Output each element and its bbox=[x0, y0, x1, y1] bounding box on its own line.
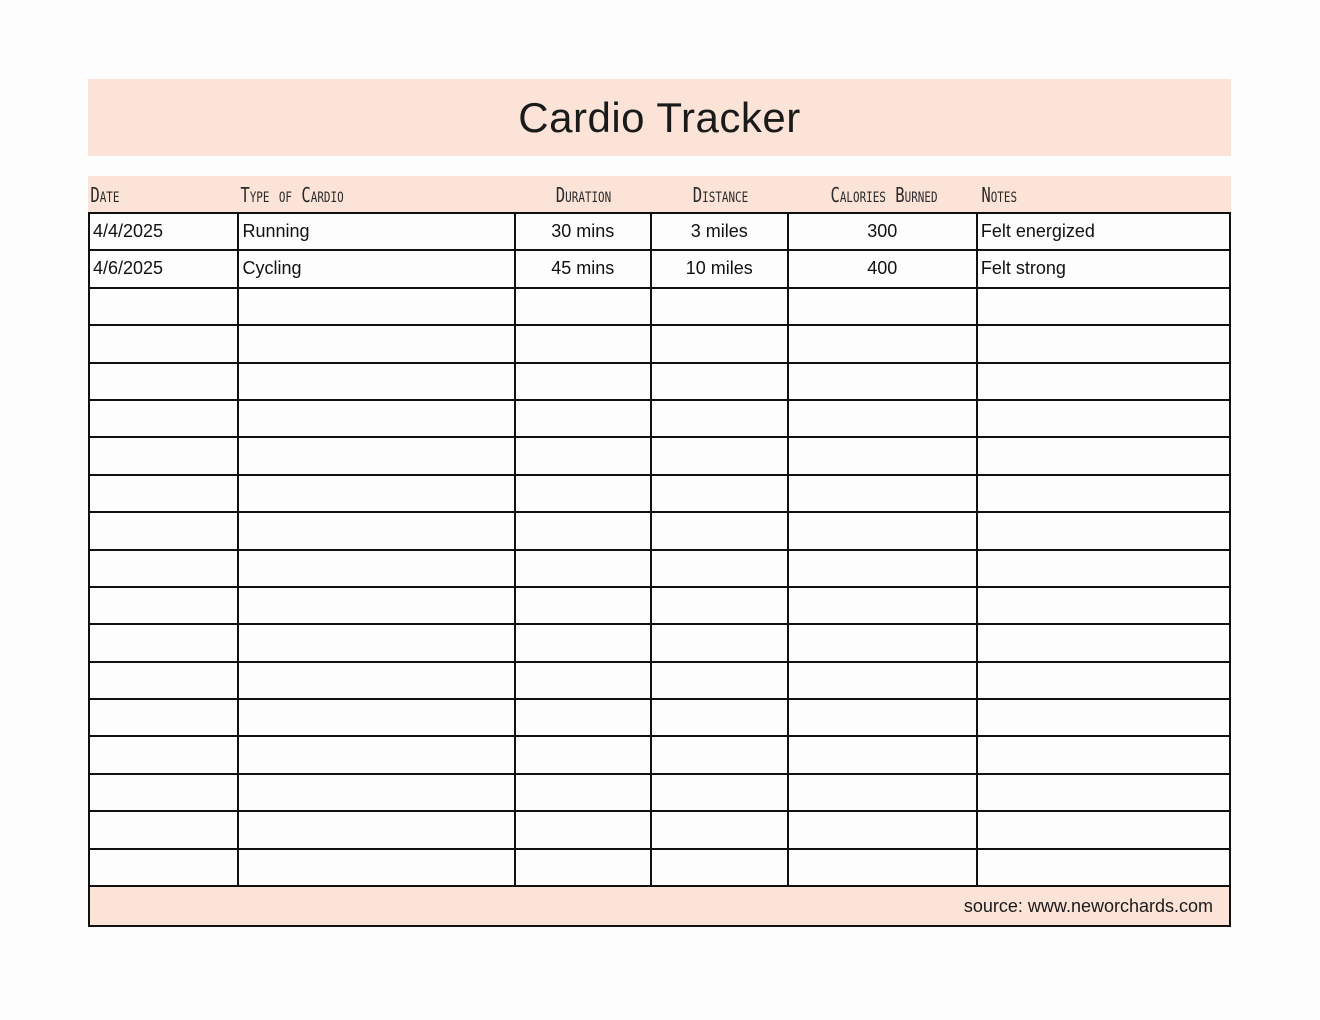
table-row bbox=[90, 850, 1229, 887]
cell-date[interactable] bbox=[90, 700, 239, 735]
cell-type[interactable] bbox=[239, 551, 515, 586]
table-row bbox=[90, 551, 1229, 588]
cell-notes[interactable] bbox=[978, 812, 1229, 847]
table-row bbox=[90, 663, 1229, 700]
cell-date[interactable] bbox=[90, 775, 239, 810]
title-banner bbox=[88, 79, 1231, 156]
cell-date[interactable] bbox=[90, 476, 239, 511]
cell-date[interactable] bbox=[90, 663, 239, 698]
cell-duration[interactable] bbox=[516, 513, 653, 548]
cell-distance[interactable] bbox=[652, 700, 789, 735]
cell-date[interactable] bbox=[90, 513, 239, 548]
cell-notes[interactable]: Felt strong bbox=[980, 258, 1066, 279]
cell-distance[interactable] bbox=[652, 625, 789, 660]
cell-calories[interactable] bbox=[789, 289, 978, 324]
table-row bbox=[90, 476, 1229, 513]
cell-notes[interactable] bbox=[978, 364, 1229, 399]
cell-type[interactable] bbox=[239, 625, 515, 660]
cell-calories[interactable] bbox=[789, 700, 978, 735]
cell-distance[interactable] bbox=[652, 737, 789, 772]
cell-distance[interactable] bbox=[652, 775, 789, 810]
cell-notes[interactable] bbox=[978, 850, 1229, 885]
cell-notes[interactable]: Felt energized bbox=[980, 221, 1095, 241]
cell-notes[interactable] bbox=[978, 289, 1229, 324]
column-header-calories-burned: Calories Burned bbox=[830, 183, 938, 207]
cell-distance[interactable] bbox=[652, 551, 789, 586]
cell-duration[interactable] bbox=[516, 588, 653, 623]
cell-duration[interactable] bbox=[516, 812, 653, 847]
table-row bbox=[90, 737, 1229, 774]
cell-date[interactable] bbox=[90, 850, 239, 885]
cell-date[interactable] bbox=[90, 625, 239, 660]
cell-notes[interactable] bbox=[978, 775, 1229, 810]
cell-duration[interactable] bbox=[516, 438, 653, 473]
tracker-table bbox=[88, 176, 1231, 927]
source-text: source: www.neworchards.com bbox=[963, 895, 1213, 916]
cell-type[interactable]: Cycling bbox=[239, 251, 515, 286]
cell-calories[interactable] bbox=[789, 737, 978, 772]
cell-calories[interactable] bbox=[789, 513, 978, 548]
column-header-distance: Distance bbox=[692, 183, 749, 207]
table-row bbox=[90, 401, 1229, 438]
cell-duration[interactable] bbox=[516, 850, 653, 885]
cell-duration[interactable]: 45 mins bbox=[516, 251, 653, 286]
cell-distance[interactable] bbox=[652, 513, 789, 548]
page-title: Cardio Tracker bbox=[518, 93, 801, 141]
cell-distance[interactable]: 10 miles bbox=[652, 251, 789, 286]
table-row bbox=[90, 326, 1229, 363]
cell-distance[interactable] bbox=[652, 438, 789, 473]
cell-date[interactable] bbox=[90, 588, 239, 623]
cell-type[interactable] bbox=[239, 812, 515, 847]
cell-calories[interactable] bbox=[789, 326, 978, 361]
table-row bbox=[90, 775, 1229, 812]
cell-duration[interactable] bbox=[516, 476, 653, 511]
column-header-duration: Duration bbox=[555, 183, 612, 207]
cell-duration[interactable] bbox=[516, 625, 653, 660]
cell-calories[interactable] bbox=[789, 775, 978, 810]
cell-distance[interactable] bbox=[652, 850, 789, 885]
cell-notes[interactable] bbox=[978, 513, 1229, 548]
table-row bbox=[90, 214, 1229, 251]
cell-notes[interactable] bbox=[978, 625, 1229, 660]
cell-duration[interactable] bbox=[516, 700, 653, 735]
table-row bbox=[90, 438, 1229, 475]
cell-type[interactable]: Running bbox=[239, 214, 515, 249]
cell-duration[interactable] bbox=[516, 326, 653, 361]
cell-type[interactable] bbox=[239, 513, 515, 548]
cell-date[interactable] bbox=[90, 401, 239, 436]
cell-type[interactable] bbox=[239, 476, 515, 511]
cell-duration[interactable]: 30 mins bbox=[516, 214, 653, 249]
cell-calories[interactable] bbox=[789, 663, 978, 698]
cell-notes[interactable] bbox=[978, 476, 1229, 511]
cell-date[interactable]: 4/6/2025 bbox=[90, 251, 239, 286]
table-row bbox=[90, 588, 1229, 625]
column-header-type-of-cardio: Type of Cardio bbox=[240, 183, 344, 207]
cell-type[interactable] bbox=[239, 850, 515, 885]
table-row bbox=[90, 812, 1229, 849]
column-header-date: Date bbox=[90, 183, 120, 207]
cell-type[interactable] bbox=[239, 364, 515, 399]
cell-notes[interactable] bbox=[978, 438, 1229, 473]
cell-date[interactable] bbox=[90, 326, 239, 361]
cell-type[interactable] bbox=[239, 775, 515, 810]
cell-duration[interactable] bbox=[516, 737, 653, 772]
cell-type[interactable] bbox=[239, 401, 515, 436]
cell-calories[interactable] bbox=[789, 476, 978, 511]
cell-type[interactable] bbox=[239, 326, 515, 361]
cell-calories[interactable] bbox=[789, 551, 978, 586]
cell-calories[interactable] bbox=[789, 588, 978, 623]
cell-calories[interactable] bbox=[789, 401, 978, 436]
cell-notes[interactable] bbox=[978, 401, 1229, 436]
cell-calories[interactable] bbox=[789, 812, 978, 847]
cell-type[interactable] bbox=[239, 737, 515, 772]
cell-date[interactable] bbox=[90, 737, 239, 772]
cell-notes[interactable] bbox=[978, 551, 1229, 586]
cell-date[interactable] bbox=[90, 364, 239, 399]
cell-distance[interactable] bbox=[652, 663, 789, 698]
cell-duration[interactable] bbox=[516, 401, 653, 436]
table-row bbox=[90, 251, 1229, 288]
cell-duration[interactable] bbox=[516, 775, 653, 810]
cell-type[interactable] bbox=[239, 289, 515, 324]
cell-duration[interactable] bbox=[516, 551, 653, 586]
cell-calories[interactable]: 400 bbox=[789, 251, 978, 286]
cell-type[interactable] bbox=[239, 663, 515, 698]
cell-calories[interactable] bbox=[789, 850, 978, 885]
cell-notes[interactable] bbox=[978, 588, 1229, 623]
cell-distance[interactable] bbox=[652, 364, 789, 399]
source-footer bbox=[88, 887, 1231, 927]
cell-notes[interactable] bbox=[978, 326, 1229, 361]
cell-distance[interactable] bbox=[652, 476, 789, 511]
cell-distance[interactable] bbox=[652, 812, 789, 847]
cell-date[interactable] bbox=[90, 551, 239, 586]
cell-duration[interactable] bbox=[516, 289, 653, 324]
table-row bbox=[90, 625, 1229, 662]
cell-duration[interactable] bbox=[516, 663, 653, 698]
table-row bbox=[90, 289, 1229, 326]
cell-calories[interactable] bbox=[789, 364, 978, 399]
cell-distance[interactable] bbox=[652, 326, 789, 361]
cell-date[interactable] bbox=[90, 812, 239, 847]
cell-date[interactable] bbox=[90, 289, 239, 324]
cell-distance[interactable] bbox=[652, 588, 789, 623]
column-header-notes: Notes bbox=[981, 183, 1018, 207]
cell-notes[interactable] bbox=[978, 737, 1229, 772]
cell-calories[interactable] bbox=[789, 625, 978, 660]
cell-date[interactable]: 4/4/2025 bbox=[90, 214, 239, 249]
cell-type[interactable] bbox=[239, 588, 515, 623]
table-row bbox=[90, 513, 1229, 550]
cell-type[interactable] bbox=[239, 700, 515, 735]
cell-duration[interactable] bbox=[516, 364, 653, 399]
cell-date[interactable] bbox=[90, 438, 239, 473]
cell-type[interactable] bbox=[239, 438, 515, 473]
table-row bbox=[90, 700, 1229, 737]
cell-distance[interactable] bbox=[652, 401, 789, 436]
table-body bbox=[88, 214, 1231, 887]
table-row bbox=[90, 364, 1229, 401]
cell-distance[interactable]: 3 miles bbox=[652, 214, 789, 249]
cell-notes[interactable] bbox=[978, 700, 1229, 735]
cell-distance[interactable] bbox=[652, 289, 789, 324]
cell-calories[interactable]: 300 bbox=[789, 214, 978, 249]
cell-notes[interactable] bbox=[978, 663, 1229, 698]
table-header bbox=[88, 176, 1231, 214]
cell-calories[interactable] bbox=[789, 438, 978, 473]
